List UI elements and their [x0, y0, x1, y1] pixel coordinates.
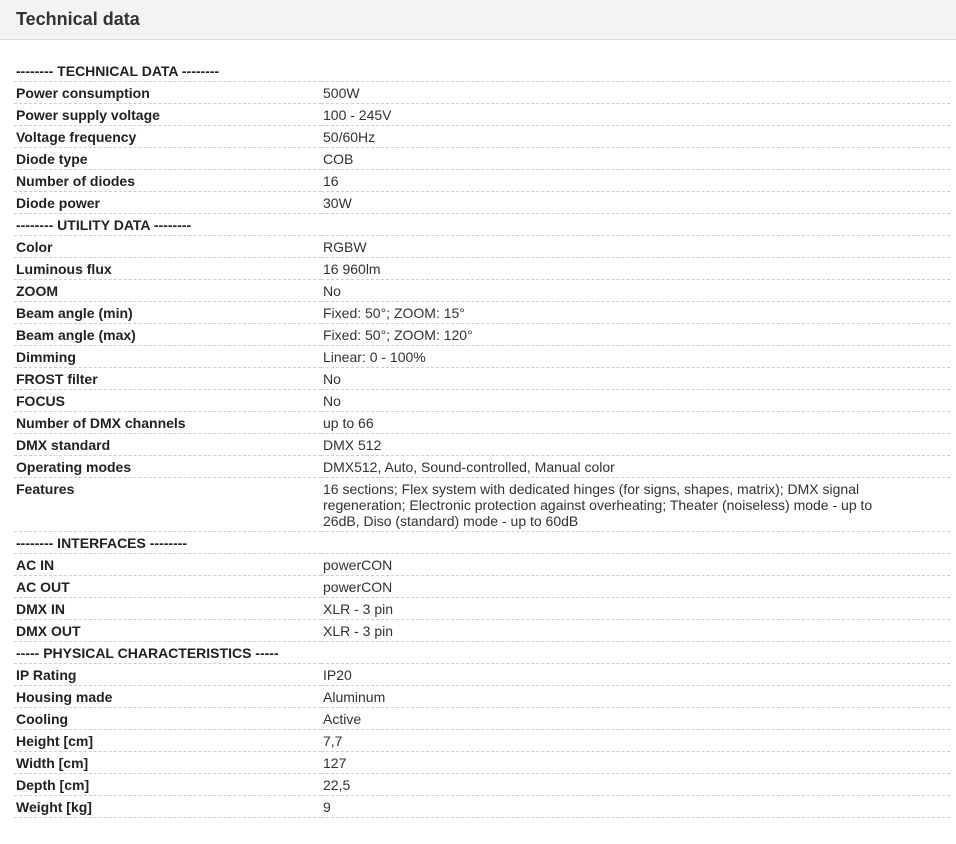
spec-row [14, 148, 950, 170]
spec-value: 9 [321, 796, 950, 818]
spec-value: DMX512, Auto, Sound-controlled, Manual color [321, 456, 950, 478]
spec-table-body [14, 60, 950, 818]
spec-row [14, 368, 950, 390]
spec-row [14, 126, 950, 148]
spec-label: DMX OUT [14, 620, 321, 642]
spec-label: Housing made [14, 686, 321, 708]
spec-row [14, 576, 950, 598]
spec-value: XLR - 3 pin [321, 598, 950, 620]
spec-label: Number of diodes [14, 170, 321, 192]
spec-label: Weight [kg] [14, 796, 321, 818]
section-header-row [14, 60, 950, 82]
spec-row [14, 752, 950, 774]
spec-value: COB [321, 148, 950, 170]
spec-row [14, 324, 950, 346]
spec-label: Number of DMX channels [14, 412, 321, 434]
spec-label: Power consumption [14, 82, 321, 104]
spec-label: Operating modes [14, 456, 321, 478]
spec-value: RGBW [321, 236, 950, 258]
spec-label: Beam angle (max) [14, 324, 321, 346]
spec-row [14, 258, 950, 280]
spec-row [14, 82, 950, 104]
spec-row [14, 664, 950, 686]
spec-label: Features [14, 478, 321, 532]
spec-row [14, 104, 950, 126]
spec-value: No [321, 368, 950, 390]
spec-value: Aluminum [321, 686, 950, 708]
spec-table [14, 60, 950, 818]
spec-label: ZOOM [14, 280, 321, 302]
section-header-row [14, 642, 950, 664]
spec-value: Fixed: 50°; ZOOM: 120° [321, 324, 950, 346]
spec-row [14, 774, 950, 796]
technical-data-header [0, 0, 956, 40]
spec-label: IP Rating [14, 664, 321, 686]
spec-value: Fixed: 50°; ZOOM: 15° [321, 302, 950, 324]
spec-row [14, 280, 950, 302]
spec-row [14, 390, 950, 412]
spec-row [14, 554, 950, 576]
spec-value: 500W [321, 82, 950, 104]
spec-label: Beam angle (min) [14, 302, 321, 324]
spec-label: Color [14, 236, 321, 258]
spec-value: Linear: 0 - 100% [321, 346, 950, 368]
spec-row [14, 302, 950, 324]
spec-label: AC IN [14, 554, 321, 576]
spec-label: Luminous flux [14, 258, 321, 280]
spec-row [14, 434, 950, 456]
section-header-row [14, 214, 950, 236]
page-title: Technical data [16, 9, 140, 29]
spec-row [14, 236, 950, 258]
spec-value: 16 [321, 170, 950, 192]
spec-row [14, 192, 950, 214]
spec-row [14, 412, 950, 434]
section-title: -------- UTILITY DATA -------- [14, 214, 950, 236]
spec-row [14, 620, 950, 642]
spec-value: DMX 512 [321, 434, 950, 456]
spec-label: Diode power [14, 192, 321, 214]
section-header-row [14, 532, 950, 554]
spec-label: DMX standard [14, 434, 321, 456]
spec-value: No [321, 390, 950, 412]
spec-value: powerCON [321, 554, 950, 576]
spec-value: XLR - 3 pin [321, 620, 950, 642]
spec-value: IP20 [321, 664, 950, 686]
spec-value: 22,5 [321, 774, 950, 796]
spec-row [14, 456, 950, 478]
spec-label: Voltage frequency [14, 126, 321, 148]
section-title: -------- TECHNICAL DATA -------- [14, 60, 950, 82]
spec-label: Dimming [14, 346, 321, 368]
spec-value: No [321, 280, 950, 302]
spec-row [14, 170, 950, 192]
spec-value: powerCON [321, 576, 950, 598]
spec-label: Cooling [14, 708, 321, 730]
spec-row [14, 346, 950, 368]
spec-label: DMX IN [14, 598, 321, 620]
spec-label: Width [cm] [14, 752, 321, 774]
spec-value: 100 - 245V [321, 104, 950, 126]
spec-value: 30W [321, 192, 950, 214]
spec-label: Diode type [14, 148, 321, 170]
spec-row [14, 598, 950, 620]
spec-value: up to 66 [321, 412, 950, 434]
spec-value: 16 sections; Flex system with dedicated hinges (for signs, shapes, matrix); DMX signal regeneration; Electronic protection against overheating; Theater (noiseless) mode - up to 26dB, Diso (standard) mode - up to 60dB [321, 478, 950, 532]
spec-label: FOCUS [14, 390, 321, 412]
spec-row [14, 686, 950, 708]
spec-value: 127 [321, 752, 950, 774]
section-title: -------- INTERFACES -------- [14, 532, 950, 554]
spec-label: Power supply voltage [14, 104, 321, 126]
spec-value: 7,7 [321, 730, 950, 752]
spec-value: 50/60Hz [321, 126, 950, 148]
spec-row [14, 708, 950, 730]
spec-label: AC OUT [14, 576, 321, 598]
spec-label: Depth [cm] [14, 774, 321, 796]
section-title: ----- PHYSICAL CHARACTERISTICS ----- [14, 642, 950, 664]
spec-row [14, 730, 950, 752]
spec-value: Active [321, 708, 950, 730]
spec-value: 16 960lm [321, 258, 950, 280]
spec-label: FROST filter [14, 368, 321, 390]
spec-row [14, 796, 950, 818]
spec-label: Height [cm] [14, 730, 321, 752]
spec-row [14, 478, 950, 532]
